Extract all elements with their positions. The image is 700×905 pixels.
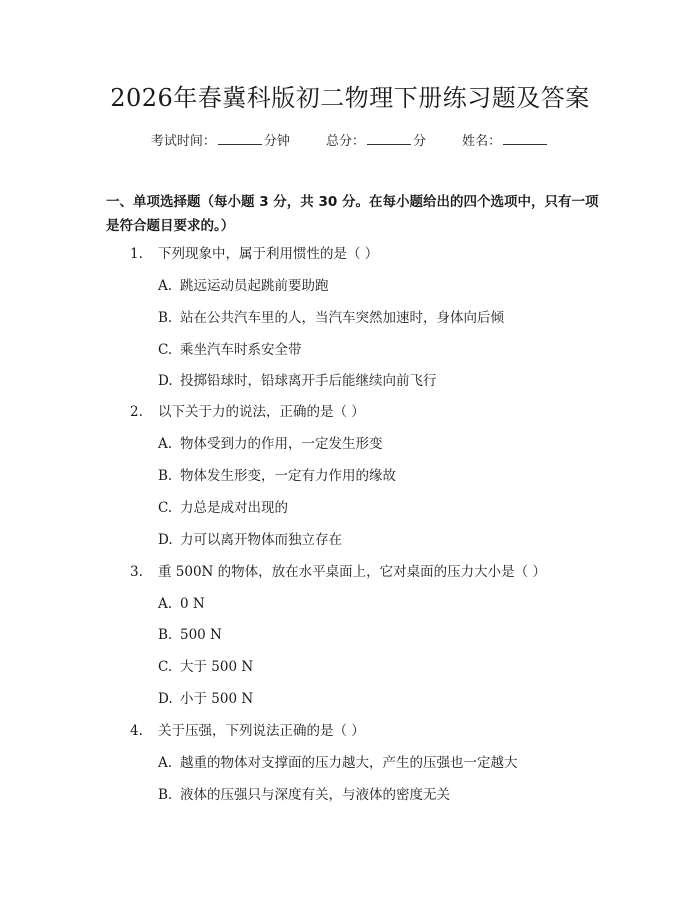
name-blank xyxy=(503,131,547,145)
option-text: 跳远运动员起跳前要助跑 xyxy=(180,278,329,294)
option-text: 力可以离开物体而独立存在 xyxy=(180,532,342,548)
option-text: 液体的压强只与深度有关，与液体的密度无关 xyxy=(180,787,450,803)
option-2d xyxy=(158,530,342,550)
option-4b xyxy=(158,785,450,805)
option-3d xyxy=(158,689,253,709)
document-title: 2026年春冀科版初二物理下册练习题及答案 xyxy=(110,84,590,112)
option-text: 投掷铅球时，铅球离开手后能继续向前飞行 xyxy=(180,373,437,389)
score-blank xyxy=(367,131,411,145)
score-unit: 分 xyxy=(413,134,427,149)
option-letter: C. xyxy=(158,659,173,675)
option-text: 站在公共汽车里的人，当汽车突然加速时，身体向后倾 xyxy=(180,310,504,326)
score-label: 总分： xyxy=(325,134,365,149)
option-text: 物体受到力的作用，一定发生形变 xyxy=(180,436,383,452)
option-text: 越重的物体对支撑面的压力越大，产生的压强也一定越大 xyxy=(180,755,518,771)
option-1d xyxy=(158,371,437,391)
option-text: 力总是成对出现的 xyxy=(180,500,288,516)
option-letter: A. xyxy=(158,278,173,294)
section-heading: 一、单项选择题（每小题 3 分，共 30 分。在每小题给出的四个选项中，只有一项是符合题目要求的。） xyxy=(106,194,599,234)
exam-time xyxy=(151,134,290,149)
exam-meta xyxy=(0,131,700,152)
option-letter: B. xyxy=(158,468,173,484)
question-number: 3. xyxy=(130,564,143,580)
question-text: 重 500N 的物体，放在水平桌面上，它对桌面的压力大小是（ ） xyxy=(158,564,546,580)
option-4a xyxy=(158,753,518,773)
question-2 xyxy=(130,402,365,422)
time-label: 考试时间： xyxy=(150,134,216,149)
option-letter: D. xyxy=(158,691,173,707)
question-number: 2. xyxy=(130,404,143,420)
time-blank xyxy=(218,131,262,145)
option-letter: B. xyxy=(158,310,173,326)
option-2a xyxy=(158,434,383,454)
option-3a xyxy=(158,594,205,614)
exam-name xyxy=(462,134,549,149)
option-letter: D. xyxy=(158,532,173,548)
time-unit: 分钟 xyxy=(263,134,290,149)
option-letter: D. xyxy=(158,373,173,389)
question-3 xyxy=(130,562,546,582)
option-2c xyxy=(158,498,288,518)
option-1b xyxy=(158,308,504,328)
exam-score xyxy=(326,134,426,149)
question-text: 关于压强，下列说法正确的是（ ） xyxy=(158,723,365,739)
option-text: 0 N xyxy=(180,596,205,612)
question-text: 下列现象中，属于利用惯性的是（ ） xyxy=(158,246,379,262)
option-1c xyxy=(158,340,302,360)
option-2b xyxy=(158,466,396,486)
option-letter: C. xyxy=(158,500,173,516)
option-text: 乘坐汽车时系安全带 xyxy=(180,342,302,358)
option-letter: A. xyxy=(158,596,173,612)
option-text: 物体发生形变，一定有力作用的缘故 xyxy=(180,468,396,484)
question-4 xyxy=(130,721,365,741)
name-label: 姓名： xyxy=(462,134,502,149)
question-text: 以下关于力的说法，正确的是（ ） xyxy=(158,404,365,420)
option-letter: A. xyxy=(158,755,173,771)
option-text: 500 N xyxy=(180,627,222,643)
option-text: 小于 500 N xyxy=(180,691,254,707)
option-letter: B. xyxy=(158,787,173,803)
question-1 xyxy=(130,244,378,264)
option-text: 大于 500 N xyxy=(180,659,254,675)
option-letter: C. xyxy=(158,342,173,358)
option-3c xyxy=(158,657,253,677)
option-letter: B. xyxy=(158,627,173,643)
option-letter: A. xyxy=(158,436,173,452)
question-number: 4. xyxy=(130,723,143,739)
option-1a xyxy=(158,276,329,296)
option-3b xyxy=(158,625,222,645)
question-number: 1. xyxy=(130,246,143,262)
